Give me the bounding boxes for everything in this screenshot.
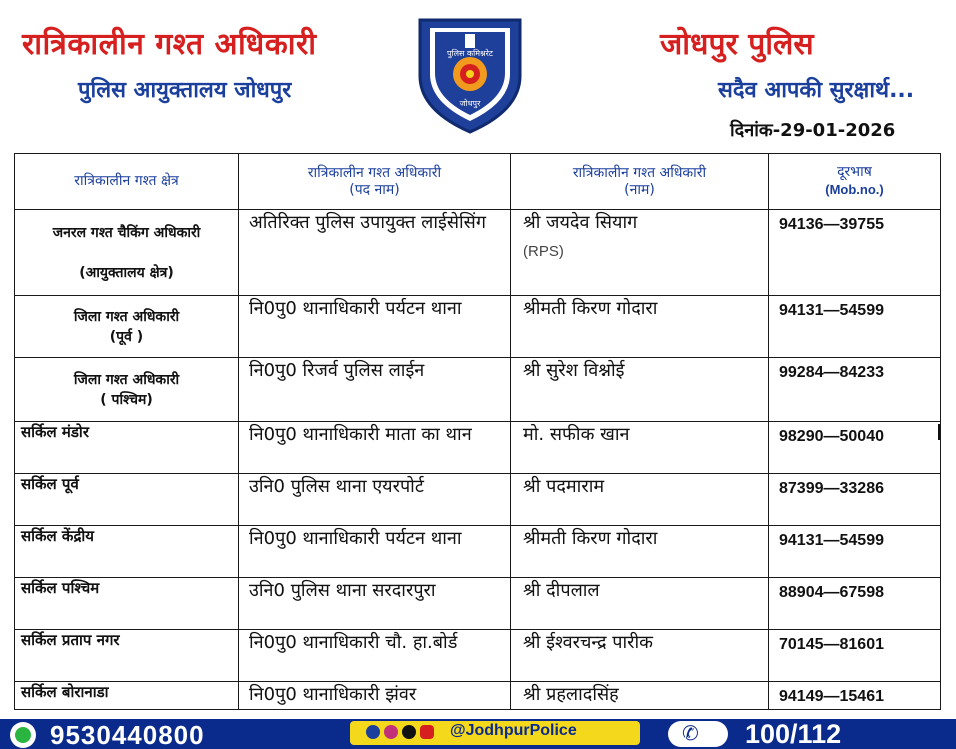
whatsapp-icon-inner <box>15 727 31 743</box>
name-cell: श्रीमती किरण गोदारा <box>511 296 769 358</box>
table-row <box>15 358 941 422</box>
area-cell: सर्किल बोरानाडा <box>15 682 239 710</box>
phone-cell: 88904—67598 <box>769 578 941 630</box>
name-cell: मो. सफीक खान <box>511 422 769 474</box>
social-handle: @JodhpurPolice <box>450 722 577 739</box>
post-cell: नि0पु0 थानाधिकारी चौ. हा.बोर्ड <box>239 630 511 682</box>
phone-cell: 94131—54599 <box>769 526 941 578</box>
area-cell: सर्किल प्रताप नगर <box>15 630 239 682</box>
name-cell: श्री सुरेश विश्नोई <box>511 358 769 422</box>
col-header-post: रात्रिकालीन गश्त अधिकारी (पद नाम) <box>239 154 511 210</box>
name-cell: श्री पदमाराम <box>511 474 769 526</box>
facebook-icon <box>366 725 380 739</box>
table-row <box>15 578 941 630</box>
col-header-name: रात्रिकालीन गश्त अधिकारी (नाम) <box>511 154 769 210</box>
table-row <box>15 682 941 710</box>
margin-mark <box>938 424 940 440</box>
night-patrol-table <box>14 153 940 713</box>
phone-handset-icon: ✆ <box>682 721 699 745</box>
post-cell: नि0पु0 थानाधिकारी पर्यटन थाना <box>239 296 511 358</box>
emergency-numbers: 100/112 <box>745 719 842 749</box>
table-row <box>15 422 941 474</box>
post-cell: उनि0 पुलिस थाना सरदारपुरा <box>239 578 511 630</box>
table-row <box>15 474 941 526</box>
post-cell: नि0पु0 थानाधिकारी झंवर <box>239 682 511 710</box>
name-cell: श्री दीपलाल <box>511 578 769 630</box>
table-row <box>15 210 941 296</box>
area-cell: जनरल गश्त चैकिंग अधिकारी (आयुक्तालय क्षेत्र) <box>15 210 239 296</box>
post-cell: नि0पु0 थानाधिकारी पर्यटन थाना <box>239 526 511 578</box>
area-cell: सर्किल पूर्व <box>15 474 239 526</box>
header-subtitle-right: सदैव आपकी सुरक्षार्थ... <box>718 78 915 103</box>
post-cell: नि0पु0 रिजर्व पुलिस लाईन <box>239 358 511 422</box>
post-cell: उनि0 पुलिस थाना एयरपोर्ट <box>239 474 511 526</box>
table-row <box>15 526 941 578</box>
table-row <box>15 630 941 682</box>
x-twitter-icon <box>402 725 416 739</box>
phone-cell: 94149—15461 <box>769 682 941 710</box>
phone-cell: 70145—81601 <box>769 630 941 682</box>
area-cell: जिला गश्त अधिकारी ( पश्चिम) <box>15 358 239 422</box>
header-title-left: रात्रिकालीन गश्त अधिकारी <box>22 27 317 62</box>
phone-cell: 99284—84233 <box>769 358 941 422</box>
badge-top-text: पुलिस कमिश्नरेट <box>447 49 493 58</box>
area-cell: सर्किल मंडोर <box>15 422 239 474</box>
phone-cell: 94131—54599 <box>769 296 941 358</box>
post-cell: नि0पु0 थानाधिकारी माता का थान <box>239 422 511 474</box>
name-cell: श्री ईश्वरचन्द्र पारीक <box>511 630 769 682</box>
phone-cell: 94136—39755 <box>769 210 941 296</box>
name-cell: श्री प्रहलादसिंह <box>511 682 769 710</box>
col-header-area: रात्रिकालीन गश्त क्षेत्र <box>15 154 239 210</box>
police-badge-logo <box>408 10 532 134</box>
area-cell: सर्किल पश्चिम <box>15 578 239 630</box>
youtube-icon <box>420 725 434 739</box>
phone-cell: 98290—50040 <box>769 422 941 474</box>
post-cell: अतिरिक्त पुलिस उपायुक्त लाईसेसिंग <box>239 210 511 296</box>
area-cell: सर्किल केंद्रीय <box>15 526 239 578</box>
name-cell: श्रीमती किरण गोदारा <box>511 526 769 578</box>
report-date: दिनांक-29-01-2026 <box>730 120 896 141</box>
instagram-icon <box>384 725 398 739</box>
table-header-row <box>15 154 941 210</box>
header-title-right: जोधपुर पुलिस <box>660 27 814 62</box>
name-cell: श्री जयदेव सियाग (RPS) <box>511 210 769 296</box>
header-subtitle-left: पुलिस आयुक्तालय जोधपुर <box>78 78 292 103</box>
whatsapp-number: 9530440800 <box>50 720 205 749</box>
phone-cell: 87399—33286 <box>769 474 941 526</box>
col-header-phone: दूरभाष (Mob.no.) <box>769 154 941 210</box>
table-row <box>15 296 941 358</box>
area-cell: जिला गश्त अधिकारी (पूर्व ) <box>15 296 239 358</box>
badge-bottom-text: जोधपुर <box>459 99 481 108</box>
